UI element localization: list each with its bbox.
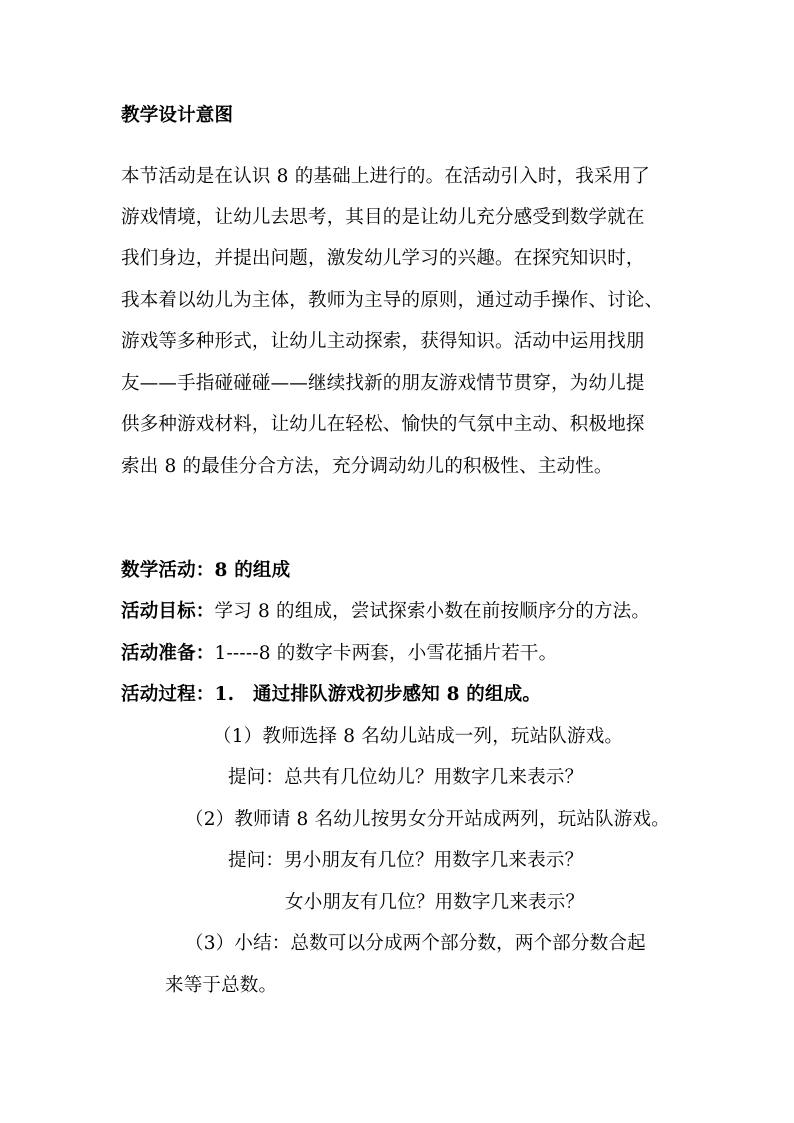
process-sub-3-line-2: 来等于总数。 — [165, 975, 278, 996]
paragraph-line-2: 游戏情境，让幼儿去思考，其目的是让幼儿充分感受到数学就在 — [121, 207, 645, 228]
paragraph-line-3: 我们身边，并提出问题，激发幼儿学习的兴趣。在探究知识时， — [121, 248, 645, 269]
paragraph-line-6: 友——手指碰碰碰——继续找新的朋友游戏情节贯穿，为幼儿提 — [121, 373, 645, 394]
paragraph-line-5: 游戏等多种形式，让幼儿主动探索，获得知识。活动中运用找朋 — [121, 331, 645, 352]
process-sub-1: （1）教师选择 8 名幼儿站成一列，玩站队游戏。 — [213, 726, 624, 747]
activity-goal-text: 学习 8 的组成，尝试探索小数在前按顺序分的方法。 — [214, 601, 651, 622]
activity-prep — [121, 643, 557, 665]
activity-goal — [121, 601, 650, 623]
process-sub-3-line-1: （3）小结：总数可以分成两个部分数，两个部分数合起 — [185, 933, 646, 954]
activity-prep-text: 1-----8 的数字卡两套，小雪花插片若干。 — [214, 643, 558, 664]
activity-process-step: 1. 通过排队游戏初步感知 8 的组成。 — [214, 684, 542, 705]
paragraph-line-4: 我本着以幼儿为主体，教师为主导的原则，通过动手操作、讨论、 — [121, 290, 664, 311]
process-sub-2-question-1: 提问：男小朋友有几位？用数字几来表示？ — [228, 850, 584, 871]
activity-prep-label: 活动准备： — [121, 643, 215, 664]
paragraph-line-1: 本节活动是在认识 8 的基础上进行的。在活动引入时，我采用了 — [121, 166, 651, 187]
paragraph-line-8: 索出 8 的最佳分合方法，充分调动幼儿的积极性、主动性。 — [121, 456, 613, 477]
design-intent-heading: 教学设计意图 — [121, 105, 234, 126]
process-sub-2-question-2: 女小朋友有几位？用数字几来表示？ — [285, 892, 585, 913]
paragraph-line-7: 供多种游戏材料，让幼儿在轻松、愉快的气氛中主动、积极地探 — [121, 414, 645, 435]
process-sub-1-question: 提问：总共有几位幼儿？用数字几来表示？ — [228, 767, 584, 788]
activity-process-label: 活动过程： — [121, 684, 215, 705]
process-sub-2: （2）教师请 8 名幼儿按男女分开站成两列，玩站队游戏。 — [185, 809, 670, 830]
activity-title: 数学活动：8 的组成 — [121, 560, 291, 581]
activity-process — [121, 684, 541, 706]
activity-goal-label: 活动目标： — [121, 601, 215, 622]
